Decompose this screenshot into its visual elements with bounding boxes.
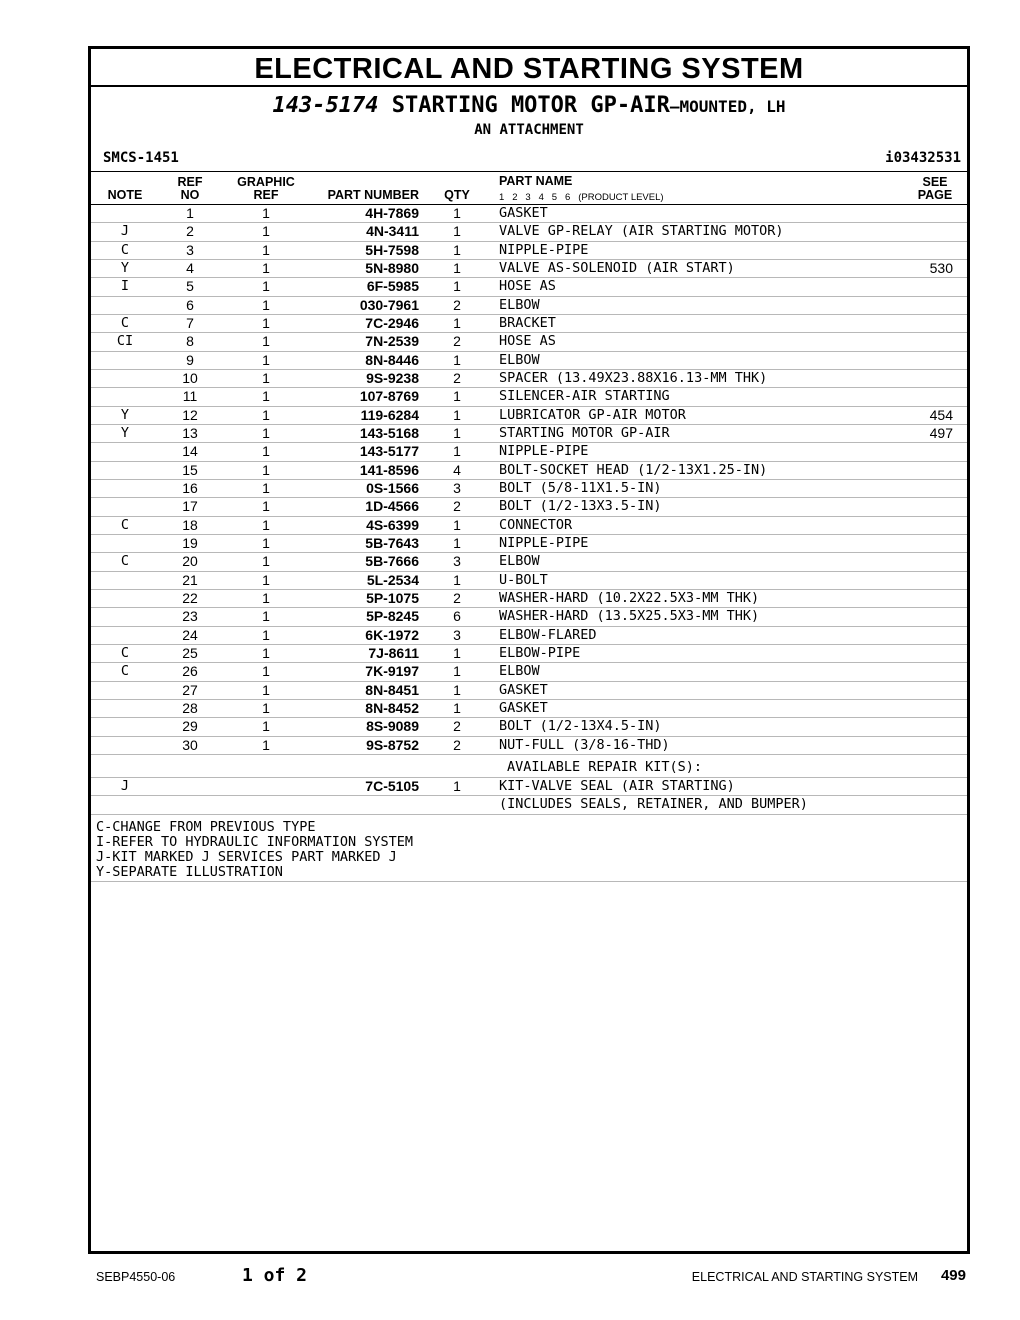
part-ref-no: 25 [182,644,198,661]
parts-table-row [91,260,967,278]
part-ref-no: 19 [182,534,198,551]
part-graphic-ref: 1 [262,205,270,221]
part-qty: 1 [453,571,461,588]
part-ref-no: 10 [182,369,198,386]
part-ref-no: 11 [182,388,198,405]
part-graphic-ref: 1 [262,241,270,258]
kit-name: KIT-VALVE SEAL (AIR STARTING) [499,778,735,794]
part-ref-no: 26 [182,663,198,680]
part-qty: 2 [453,296,461,313]
parts-table-row [91,608,967,626]
group-name: STARTING MOTOR GP-AIR [391,93,670,118]
part-note: C [120,516,130,533]
part-graphic-ref: 1 [262,608,270,625]
part-graphic-ref: 1 [262,333,270,350]
part-graphic-ref: 1 [262,278,270,295]
part-graphic-ref: 1 [262,259,270,276]
part-ref-no: 4 [186,259,194,276]
part-name: NUT-FULL (3/8-16-THD) [499,736,670,753]
part-qty: 1 [453,443,461,460]
repair-kit-heading-row [91,755,967,778]
part-qty: 1 [453,663,461,680]
kit-qty: 1 [453,778,461,794]
part-graphic-ref: 1 [262,626,270,643]
header-see-bottom: PAGE [917,188,953,202]
part-graphic-ref: 1 [262,589,270,606]
part-note: I [120,278,130,295]
parts-table-row [91,352,967,370]
part-name: ELBOW-PIPE [499,644,581,661]
footer-doc-number: SEBP4550-06 [96,1270,176,1284]
part-graphic-ref: 1 [262,314,270,331]
part-name: GASKET [499,681,548,698]
part-number: 4S-6399 [366,516,419,533]
part-ref-no: 1 [186,205,194,221]
part-name: ELBOW-FLARED [499,626,597,643]
part-number: 119-6284 [360,406,419,423]
parts-table-row [91,407,967,425]
part-ref-no: 12 [182,406,198,423]
part-ref-no: 29 [182,718,198,735]
part-name: HOSE AS [499,278,556,295]
part-see-page: 530 [929,259,953,276]
parts-table-row [91,627,967,645]
part-graphic-ref: 1 [262,681,270,698]
part-ref-no: 21 [182,571,198,588]
part-graphic-ref: 1 [262,369,270,386]
part-qty: 1 [453,205,461,221]
part-name: NIPPLE-PIPE [499,443,589,460]
parts-table-row [91,462,967,480]
repair-kit-heading: AVAILABLE REPAIR KIT(S): [507,759,703,775]
parts-table-row [91,297,967,315]
part-qty: 2 [453,589,461,606]
kit-includes: (INCLUDES SEALS, RETAINER, AND BUMPER) [499,796,808,813]
notes-legend [96,820,413,880]
parts-table-row [91,553,967,571]
part-number: 4H-7869 [365,205,419,221]
part-note: C [120,553,130,570]
parts-table-row [91,645,967,663]
part-ref-no: 23 [182,608,198,625]
part-qty: 1 [453,259,461,276]
part-graphic-ref: 1 [262,553,270,570]
part-graphic-ref: 1 [262,223,270,240]
parts-table-row [91,223,967,241]
part-qty: 6 [453,608,461,625]
note-line: J-KIT MARKED J SERVICES PART MARKED J [96,849,397,865]
part-ref-no: 28 [182,699,198,716]
repair-kit-includes-row [91,796,967,815]
parts-table-row [91,315,967,333]
parts-table-row [91,517,967,535]
part-ref-no: 16 [182,479,198,496]
header-note: NOTE [107,188,143,202]
part-name: LUBRICATOR GP-AIR MOTOR [499,406,686,423]
part-graphic-ref: 1 [262,443,270,460]
part-name: ELBOW [499,296,540,313]
part-number: 7N-2539 [365,333,419,350]
part-number: 5H-7598 [365,241,419,258]
parts-table-row [91,718,967,736]
part-ref-no: 13 [182,424,198,441]
part-name: CONNECTOR [499,516,573,533]
part-graphic-ref: 1 [262,498,270,515]
section-title: ELECTRICAL AND STARTING SYSTEM [254,53,804,85]
part-qty: 3 [453,553,461,570]
part-ref-no: 18 [182,516,198,533]
part-graphic-ref: 1 [262,516,270,533]
header-part-number: PART NUMBER [327,188,419,202]
part-ref-no: 15 [182,461,198,478]
part-number: 8N-8446 [365,351,419,368]
part-graphic-ref: 1 [262,644,270,661]
part-note: C [120,644,130,661]
part-graphic-ref: 1 [262,718,270,735]
part-qty: 3 [453,479,461,496]
part-qty: 1 [453,388,461,405]
parts-table [91,205,967,755]
parts-table-row [91,425,967,443]
part-ref-no: 22 [182,589,198,606]
part-name: WASHER-HARD (10.2X22.5X3-MM THK) [499,589,760,606]
part-graphic-ref: 1 [262,479,270,496]
part-name: NIPPLE-PIPE [499,241,589,258]
part-see-page: 454 [929,406,953,423]
parts-table-row [91,278,967,296]
part-ref-no: 20 [182,553,198,570]
part-note: C [120,241,130,258]
part-graphic-ref: 1 [262,406,270,423]
part-qty: 1 [453,351,461,368]
part-number: 9S-8752 [366,736,419,753]
header-product-level: 1 2 3 4 5 6 (PRODUCT LEVEL) [499,192,664,203]
parts-table-row [91,682,967,700]
parts-table-row [91,480,967,498]
parts-table-row [91,333,967,351]
part-graphic-ref: 1 [262,699,270,716]
header-ref-top: REF [177,175,203,189]
part-qty: 1 [453,278,461,295]
parts-table-row [91,700,967,718]
part-qty: 1 [453,534,461,551]
parts-table-row [91,663,967,681]
part-graphic-ref: 1 [262,461,270,478]
part-number: 4N-3411 [366,223,419,240]
part-name: VALVE GP-RELAY (AIR STARTING MOTOR) [499,223,784,240]
part-qty: 4 [453,461,461,478]
part-note: Y [120,259,130,276]
part-number: 5N-8980 [365,259,419,276]
part-name: SILENCER-AIR STARTING [499,388,670,405]
footer-section-name: ELECTRICAL AND STARTING SYSTEM [691,1270,918,1284]
group-suffix: —MOUNTED, LH [669,97,786,116]
part-number: 0S-1566 [366,479,419,496]
part-number: 6K-1972 [365,626,419,643]
part-ref-no: 6 [186,296,194,313]
footer-page-of: 1 of 2 [242,1265,308,1286]
header-graphic-bottom: REF [253,188,279,202]
header-graphic-top: GRAPHIC [237,175,295,189]
part-graphic-ref: 1 [262,736,270,753]
part-ref-no: 9 [186,351,194,368]
part-number: 7C-2946 [365,314,419,331]
part-number: 5P-1075 [366,589,419,606]
part-number: 5P-8245 [366,608,419,625]
part-note: C [120,663,130,680]
part-number: 141-8596 [359,461,419,478]
part-ref-no: 17 [182,498,198,515]
header-part-name: PART NAME [499,174,573,188]
parts-table-row [91,737,967,755]
part-see-page: 497 [929,424,953,441]
part-graphic-ref: 1 [262,571,270,588]
part-note: C [120,314,130,331]
part-ref-no: 14 [182,443,198,460]
part-ref-no: 3 [186,241,194,258]
title-divider [91,85,967,87]
kit-note: J [120,778,130,794]
part-qty: 1 [453,406,461,423]
part-qty: 1 [453,516,461,533]
part-qty: 1 [453,314,461,331]
part-number: 7K-9197 [365,663,419,680]
part-note: J [120,223,130,240]
part-note: CI [116,333,134,350]
kit-part-number: 7C-5105 [365,778,419,794]
part-name: VALVE AS-SOLENOID (AIR START) [499,259,735,276]
part-number: 5B-7666 [365,553,419,570]
part-number: 143-5168 [359,424,419,441]
note-line: C-CHANGE FROM PREVIOUS TYPE [96,819,316,835]
group-title [91,93,967,119]
part-name: SPACER (13.49X23.88X16.13-MM THK) [499,369,768,386]
part-number: 8N-8452 [365,699,419,716]
part-number: 9S-9238 [366,369,419,386]
parts-table-row [91,443,967,461]
part-ref-no: 2 [186,223,194,240]
parts-table-row [91,535,967,553]
part-name: GASKET [499,205,548,221]
part-qty: 2 [453,498,461,515]
part-qty: 3 [453,626,461,643]
part-qty: 2 [453,718,461,735]
part-name: ELBOW [499,663,540,680]
part-graphic-ref: 1 [262,388,270,405]
part-qty: 1 [453,699,461,716]
part-number: 8S-9089 [366,718,419,735]
part-qty: 1 [453,644,461,661]
part-note: Y [120,406,130,423]
header-see-top: SEE [922,175,948,189]
parts-table-row [91,572,967,590]
part-name: HOSE AS [499,333,556,350]
part-qty: 1 [453,681,461,698]
header-divider [91,171,967,172]
part-name: BOLT (5/8-11X1.5-IN) [499,479,662,496]
part-number: 030-7961 [359,296,419,313]
part-graphic-ref: 1 [262,534,270,551]
parts-table-row [91,370,967,388]
part-number: 7J-8611 [368,644,419,661]
part-number: 107-8769 [359,388,419,405]
part-note: Y [120,424,130,441]
part-ref-no: 27 [182,681,198,698]
part-ref-no: 30 [182,736,198,753]
group-part-number: 143-5174 [272,93,379,118]
part-name: ELBOW [499,553,540,570]
part-ref-no: 7 [186,314,194,331]
part-ref-no: 8 [186,333,194,350]
part-name: BOLT (1/2-13X4.5-IN) [499,718,662,735]
part-number: 6F-5985 [366,278,419,295]
part-qty: 2 [453,333,461,350]
part-qty: 2 [453,736,461,753]
footer-page-number: 499 [940,1267,966,1284]
part-qty: 2 [453,369,461,386]
part-name: BRACKET [499,314,556,331]
part-name: ELBOW [499,351,540,368]
note-line: I-REFER TO HYDRAULIC INFORMATION SYSTEM [96,834,413,850]
part-ref-no: 24 [182,626,198,643]
repair-kit-section [91,755,967,815]
part-number: 143-5177 [359,443,419,460]
smcs-code: SMCS-1451 [103,150,179,166]
part-name: BOLT-SOCKET HEAD (1/2-13X1.25-IN) [499,461,768,478]
part-number: 1D-4566 [365,498,419,515]
group-subtitle: AN ATTACHMENT [474,122,584,138]
part-name: GASKET [499,699,548,716]
reference-id: i03432531 [885,150,961,166]
header-ref-bottom: NO [180,188,200,202]
part-name: STARTING MOTOR GP-AIR [499,424,670,441]
parts-table-row [91,498,967,516]
part-name: NIPPLE-PIPE [499,534,589,551]
part-number: 5B-7643 [365,534,419,551]
part-number: 5L-2534 [366,571,419,588]
note-line: Y-SEPARATE ILLUSTRATION [96,864,283,880]
parts-table-row [91,242,967,260]
page-frame [88,46,970,1254]
header-qty: QTY [444,188,470,202]
part-name: BOLT (1/2-13X3.5-IN) [499,498,662,515]
repair-kit-row [91,778,967,796]
part-number: 8N-8451 [365,681,419,698]
parts-table-row [91,388,967,406]
part-qty: 1 [453,223,461,240]
part-graphic-ref: 1 [262,296,270,313]
parts-table-row [91,205,967,223]
part-name: WASHER-HARD (13.5X25.5X3-MM THK) [499,608,760,625]
part-name: U-BOLT [499,571,548,588]
part-ref-no: 5 [186,278,194,295]
part-graphic-ref: 1 [262,351,270,368]
part-graphic-ref: 1 [262,424,270,441]
notes-divider [91,881,967,882]
part-graphic-ref: 1 [262,663,270,680]
parts-table-row [91,590,967,608]
part-qty: 1 [453,424,461,441]
part-qty: 1 [453,241,461,258]
